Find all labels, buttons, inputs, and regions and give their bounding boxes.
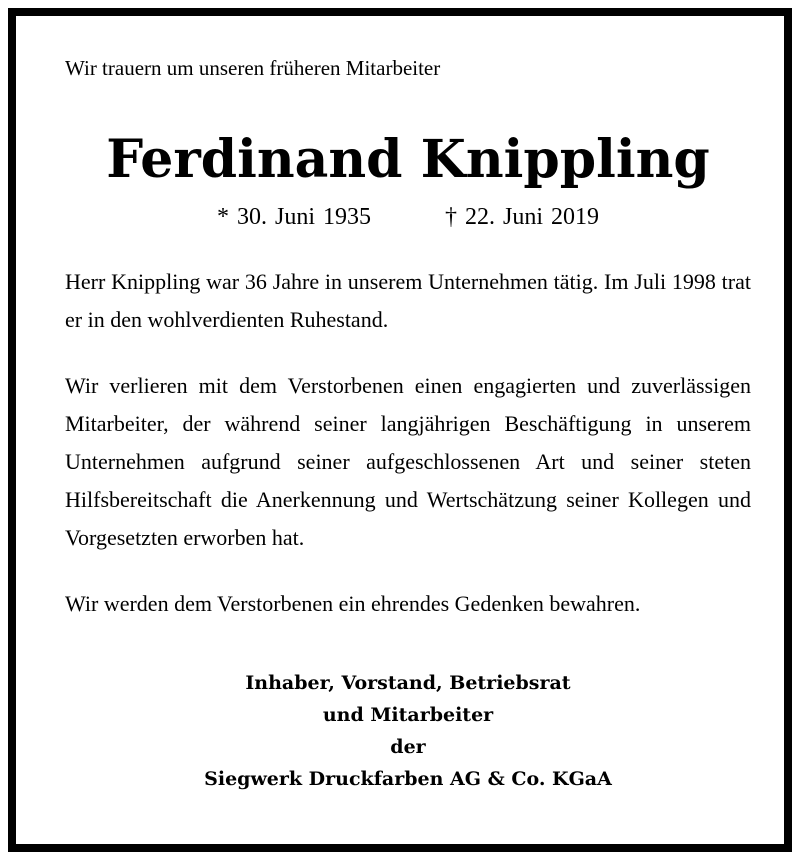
- life-dates: [65, 201, 751, 233]
- paragraph-tenure: Herr Knippling war 36 Jahre in unserem Unternehmen tätig. Im Juli 1998 trat er in den wohlverdienten Ruhestand.: [65, 269, 751, 332]
- company-name: Siegwerk Druckfarben AG & Co. KGaA: [204, 768, 612, 790]
- signature-line: der: [390, 736, 426, 758]
- intro-line: Wir trauern um unseren früheren Mitarbeiter: [65, 56, 441, 80]
- death-date: † 22. Juni 2019: [445, 204, 600, 230]
- birth-date: * 30. Juni 1935: [216, 204, 371, 230]
- obituary-content: [65, 54, 751, 795]
- deceased-name: Ferdinand Knippling: [106, 129, 710, 190]
- paragraph-remembrance: Wir werden dem Verstorbenen ein ehrendes Gedenken bewahren.: [65, 591, 641, 616]
- obituary-frame: [8, 8, 792, 852]
- signature-line: und Mitarbeiter: [322, 704, 494, 726]
- paragraph-tribute: Wir verlieren mit dem Verstorbenen einen engagierten und zuverlässigen Mitarbeiter, der während seiner langjährigen Beschäftigung in unserem Unternehmen aufgrund seiner aufgeschlossenen Art und seiner steten Hilfsbereitschaft die Anerkennung und Wertschätzung seiner Kollegen und Vorgesetzten erworben hat.: [65, 373, 751, 550]
- signature-line: Inhaber, Vorstand, Betriebsrat: [245, 672, 571, 694]
- signature-block: [65, 667, 751, 795]
